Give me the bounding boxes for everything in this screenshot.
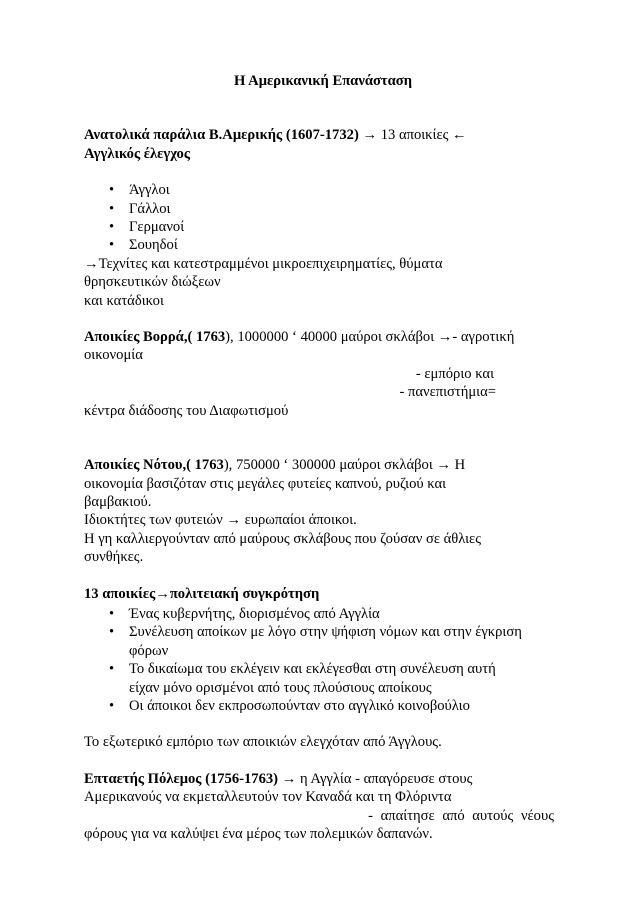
paragraph-line: Η γη καλλιεργούνταν από μαύρους σκλάβους που ζούσαν σε άθλιες — [84, 530, 481, 547]
list-item: • Γερμανοί — [84, 218, 554, 236]
section-heading: 13 αποικίες→πολιτειακή συγκρότηση — [84, 585, 320, 602]
paragraph-line: Αμερικανούς να εκμεταλλευτούν τον Καναδά και τη Φλόριντα — [84, 789, 452, 806]
list-item: • Το δικαίωμα του εκλέγειν και εκλέγεσθαι στη συνέλευση αυτή είχαν μόνο ορισμένοι από τους πλούσιους αποίκους — [84, 660, 554, 697]
section-heading — [84, 126, 554, 144]
paragraph-line: κέντρα διάδοσης του Διαφωτισμού — [84, 402, 289, 419]
paragraph-line: - πανεπιστήμια= — [399, 384, 496, 401]
paragraph-line: οικονομία — [84, 347, 143, 364]
heading-line2: Αγγλικός έλεγχος — [84, 145, 190, 162]
list-item: • Ένας κυβερνήτης, διορισμένος από Αγγλία — [84, 605, 554, 623]
list-item: • Οι άποικοι δεν εκπροσωπούνταν στο αγγλικό κοινοβούλιο — [84, 697, 554, 715]
section-political-structure — [84, 585, 554, 716]
paragraph-line: - απαίτησε από αυτούς νέους — [368, 807, 554, 824]
section-north-colonies — [84, 328, 554, 420]
paragraph-line: Το εξωτερικό εμπόριο των αποικιών ελεγχόταν από Άγγλους. — [84, 734, 442, 751]
section-seven-years-war — [84, 770, 554, 844]
paragraph-line: βαμβακιού. — [84, 493, 152, 510]
list-item: • Άγγλοι — [84, 181, 554, 199]
paragraph-line: →Τεχνίτες και κατεστραμμένοι μικροεπιχειρηματίες, θύματα — [84, 255, 443, 272]
list-item: • Γάλλοι — [84, 200, 554, 218]
section-south-colonies — [84, 456, 554, 566]
structure-list — [84, 605, 554, 715]
section-east-coast — [84, 126, 554, 310]
section-heading: Αποικίες Βορρά,( 1763), 1000000 ‘ 40000 μαύροι σκλάβοι →- αγροτική — [84, 329, 515, 346]
paragraph-line: θρησκευτικών διώξεων — [84, 274, 221, 291]
section-heading: Αποικίες Νότου,( 1763), 750000 ‘ 300000 μαύροι σκλάβοι → Η — [84, 457, 466, 474]
section-heading: Επταετής Πόλεμος (1756-1763) → η Αγγλία - απαγόρευσε στους — [84, 770, 473, 787]
section-foreign-trade — [84, 733, 554, 751]
paragraph-line: - εμπόριο και — [415, 365, 494, 382]
list-item: • Σουηδοί — [84, 236, 554, 254]
heading-bold: Ανατολικά παράλια Β.Αμερικής (1607-1732) — [84, 127, 359, 144]
list-item: • Συνέλευση αποίκων με λόγο στην ψήφιση νόμων και στην έγκριση φόρων — [84, 623, 554, 660]
paragraph-line: συνθήκες. — [84, 549, 144, 566]
document-title: Η Αμερικανική Επανάσταση — [233, 73, 413, 89]
paragraph-line: Ιδιοκτήτες των φυτειών → ευρωπαίοι άποικοι. — [84, 512, 357, 529]
paragraph-line: και κατάδικοι — [84, 292, 164, 309]
heading-rest: → 13 αποικίες ← — [358, 127, 467, 144]
settlers-list — [84, 181, 554, 255]
paragraph-line: οικονομία βασιζόταν στις μεγάλες φυτείες καπνού, ρυζιού και — [84, 475, 447, 492]
paragraph-line: φόρους για να καλύψει ένα μέρος των πολεμικών δαπανών. — [84, 826, 433, 842]
